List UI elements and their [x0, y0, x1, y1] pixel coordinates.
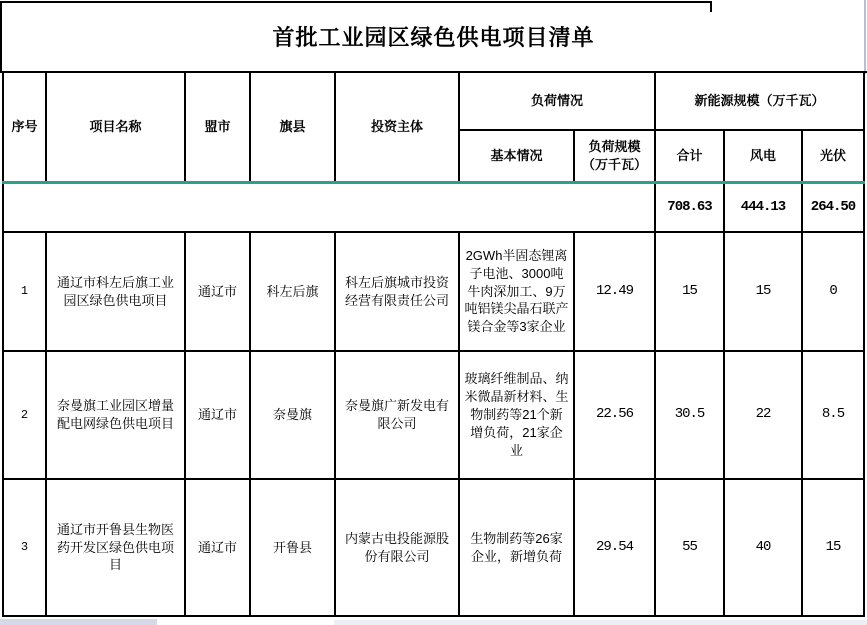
cell-wind[interactable]: 40: [724, 479, 802, 616]
cell-banner-county[interactable]: 奈曼旗: [250, 351, 335, 479]
header-load-scale[interactable]: 负荷规模（万千瓦）: [574, 130, 655, 182]
cell-wind[interactable]: 22: [724, 351, 802, 479]
cell-load-scale[interactable]: 22.56: [574, 351, 655, 479]
table-row: [3, 351, 864, 479]
cell-load-scale[interactable]: 12.49: [574, 232, 655, 351]
cell-solar[interactable]: 8.5: [802, 351, 864, 479]
header-solar[interactable]: 光伏: [802, 130, 864, 182]
cell-no[interactable]: 1: [3, 232, 46, 351]
cell-load-basic[interactable]: 2GWh半固态锂离子电池、3000吨牛肉深加工、9万吨铝镁尖晶石联产镁合金等3家企业: [459, 232, 574, 351]
header-project-name[interactable]: 项目名称: [46, 72, 185, 182]
cell-banner-county[interactable]: 开鲁县: [250, 479, 335, 616]
cell-league-city[interactable]: 通辽市: [185, 351, 250, 479]
cell-project-name[interactable]: 通辽市开鲁县生物医药开发区绿色供电项目: [46, 479, 185, 616]
header-energy-group[interactable]: 新能源规模（万千瓦）: [655, 72, 864, 130]
cell-energy-total[interactable]: 30.5: [655, 351, 724, 479]
cell-no[interactable]: 3: [3, 479, 46, 616]
cell-investor[interactable]: 科左后旗城市投资经营有限责任公司: [335, 232, 459, 351]
cell-energy-total[interactable]: 55: [655, 479, 724, 616]
cell-investor[interactable]: 内蒙古电投能源股份有限公司: [335, 479, 459, 616]
header-banner-county[interactable]: 旗县: [250, 72, 335, 182]
cell-league-city[interactable]: 通辽市: [185, 232, 250, 351]
totals-total-cell[interactable]: 708.63: [655, 182, 724, 232]
header-league-city[interactable]: 盟市: [185, 72, 250, 182]
cell-no[interactable]: 2: [3, 351, 46, 479]
cell-load-basic[interactable]: 生物制药等26家企业，新增负荷: [459, 479, 574, 616]
cell-investor[interactable]: 奈曼旗广新发电有限公司: [335, 351, 459, 479]
cell-league-city[interactable]: 通辽市: [185, 479, 250, 616]
cell-solar[interactable]: 0: [802, 232, 864, 351]
totals-spacer-cell[interactable]: [3, 182, 655, 232]
next-row-sliver-selected: [0, 619, 157, 625]
cell-project-name[interactable]: 奈曼旗工业园区增量配电网绿色供电项目: [46, 351, 185, 479]
cell-solar[interactable]: 15: [802, 479, 864, 616]
table-row: [3, 479, 864, 616]
header-index[interactable]: 序号: [3, 72, 46, 182]
table-row: [3, 232, 864, 351]
page-title[interactable]: 首批工业园区绿色供电项目清单: [272, 25, 595, 50]
next-row-sliver: [334, 620, 867, 625]
cell-load-basic[interactable]: 玻璃纤维制品、纳米微晶新材料、生物制药等21个新增负荷，21家企业: [459, 351, 574, 479]
cell-wind[interactable]: 15: [724, 232, 802, 351]
cell-project-name[interactable]: 通辽市科左后旗工业园区绿色供电项目: [46, 232, 185, 351]
header-load-basic[interactable]: 基本情况: [459, 130, 574, 182]
totals-row: [3, 182, 864, 232]
cell-banner-county[interactable]: 科左后旗: [250, 232, 335, 351]
header-wind[interactable]: 风电: [724, 130, 802, 182]
header-row-top: [3, 72, 864, 130]
totals-solar-cell[interactable]: 264.50: [802, 182, 864, 232]
header-load-group[interactable]: 负荷情况: [459, 72, 655, 130]
header-energy-total[interactable]: 合计: [655, 130, 724, 182]
header-investor[interactable]: 投资主体: [335, 72, 459, 182]
project-table: [2, 71, 865, 617]
cell-energy-total[interactable]: 15: [655, 232, 724, 351]
totals-wind-cell[interactable]: 444.13: [724, 182, 802, 232]
cell-load-scale[interactable]: 29.54: [574, 479, 655, 616]
